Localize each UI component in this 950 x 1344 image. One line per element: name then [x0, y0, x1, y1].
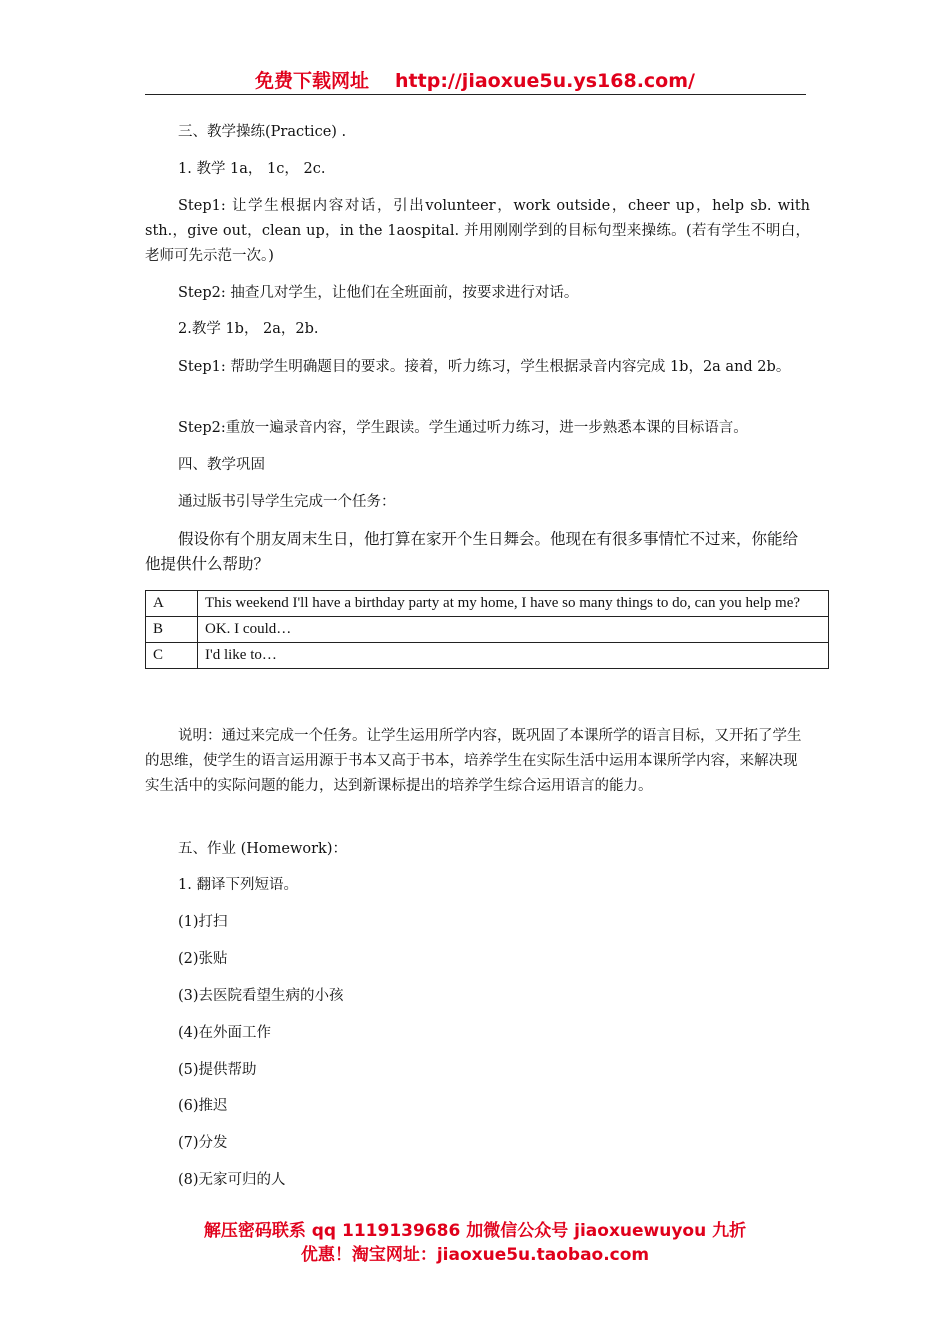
phrase-item: (1)打扫 [178, 914, 228, 930]
item2-step2: Step2:重放一遍录音内容，学生跟读。学生通过听力练习，进一步熟悉本课的目标语言。 [178, 420, 748, 436]
speaker-cell: C [146, 643, 198, 669]
item1-step1: Step1: 让学生根据内容对话，引出volunteer，work outside，cheer up，help sb. with sth.，give out，clean up，in the 1aospital. 并用刚刚学到的目标句型来操练。(若有学生不明白，老师可先示范一次。) [145, 198, 810, 264]
table-row [146, 617, 829, 643]
phrase-item: (4)在外面工作 [178, 1025, 272, 1041]
item1-title: 1. 教学 1a， 1c， 2c. [178, 161, 326, 177]
footer-line-2: 优惠！淘宝网址：jiaoxue5u.taobao.com [300, 1245, 650, 1265]
item1-step2: Step2: 抽查几对学生，让他们在全班面前，按要求进行对话。 [178, 285, 579, 301]
header-url[interactable]: http://jiaoxue5u.ys168.com/ [395, 70, 695, 92]
hw1-title: 1. 翻译下列短语。 [178, 877, 298, 893]
section4-intro: 通过版书引导学生完成一个任务： [178, 494, 396, 510]
line-cell: I'd like to… [198, 643, 829, 669]
section4-title: 四、教学巩固 [178, 457, 265, 473]
explanation: 说明：通过来完成一个任务。让学生运用所学内容，既巩固了本课所学的语言目标，又开拓了学生的思维，使学生的语言运用源于书本又高于书本，培养学生在实际生活中运用本课所学内容，来解决现实生活中的实际问题的能力，达到新课标提出的培养学生综合运用语言的能力。 [145, 728, 802, 794]
speaker-cell: B [146, 617, 198, 643]
section5-title: 五、作业 (Homework)： [178, 841, 347, 857]
phrase-item: (6)推迟 [178, 1098, 228, 1114]
header-rule [145, 94, 806, 95]
page-header [145, 66, 805, 93]
footer-line-1: 解压密码联系 qq 1119139686 加微信公众号 jiaoxuewuyou 九折 [203, 1221, 747, 1241]
task-table [145, 590, 829, 669]
section4-scenario: 假设你有个朋友周末生日，他打算在家开个生日舞会。他现在有很多事情忙不过来，你能给他提供什么帮助？ [145, 530, 799, 573]
table-row [146, 643, 829, 669]
header-label: 免费下载网址 [255, 70, 370, 92]
phrase-item: (8)无家可归的人 [178, 1172, 286, 1188]
phrase-item: (3)去医院看望生病的小孩 [178, 988, 344, 1004]
speaker-cell: A [146, 591, 198, 617]
table-row [146, 591, 829, 617]
section3-title: 三、教学操练(Practice) . [178, 124, 347, 140]
line-cell: This weekend I'll have a birthday party at my home, I have so many things to do, can you help me? [198, 591, 829, 617]
phrase-item: (5)提供帮助 [178, 1062, 257, 1078]
item2-step1: Step1: 帮助学生明确题目的要求。接着，听力练习，学生根据录音内容完成 1b，2a and 2b。 [178, 359, 791, 375]
phrase-item: (7)分发 [178, 1135, 228, 1151]
line-cell: OK. I could… [198, 617, 829, 643]
item2-title: 2.教学 1b， 2a，2b. [178, 321, 319, 337]
phrase-item: (2)张贴 [178, 951, 228, 967]
